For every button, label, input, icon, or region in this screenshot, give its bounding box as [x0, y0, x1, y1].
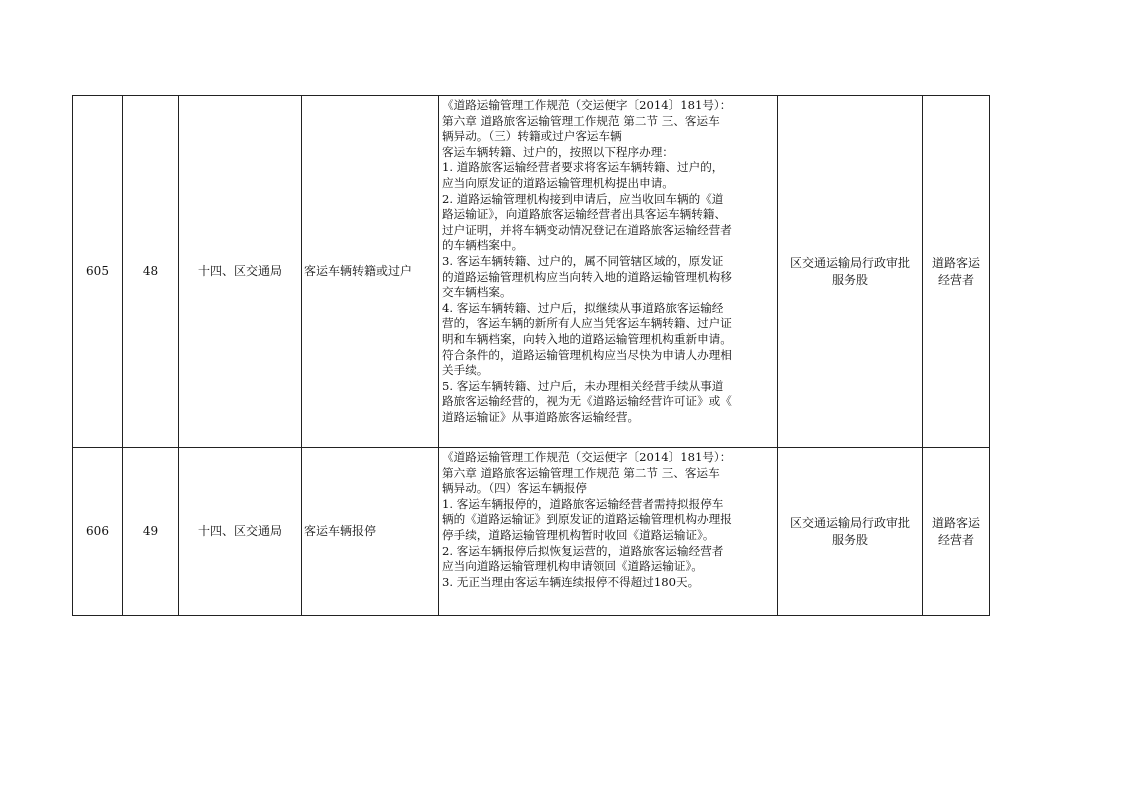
basis-line: 路旅客运输经营的，视为无《道路运输经营许可证》或《 [442, 394, 732, 409]
subject-line: 道路客运 [931, 255, 980, 270]
basis-line: 3. 客运车辆转籍、过户的，属不同管辖区域的，原发证 [442, 253, 724, 268]
department-cell [778, 448, 923, 616]
basis-line: 明和车辆档案，向转入地的道路运输管理机构重新申请。 [442, 331, 732, 346]
legal-basis-cell [439, 96, 778, 448]
category-cell: 十四、区交通局 [179, 96, 302, 448]
basis-line: 《道路运输管理工作规范（交运便字〔2014〕181号）： [442, 98, 732, 112]
item-name-cell: 客运车辆转籍或过户 [302, 96, 439, 448]
basis-line: 客运车辆转籍、过户的，按照以下程序办理： [442, 144, 674, 159]
basis-line: 应当向道路运输管理机构申请领回《道路运输证》。 [442, 559, 703, 574]
basis-line: 交车辆档案。 [442, 285, 512, 300]
sub-number-cell: 49 [123, 448, 179, 616]
department-line: 区交通运输局行政审批 [789, 255, 910, 270]
basis-line: 停手续，道路运输管理机构暂时收回《道路运输证》。 [442, 527, 715, 542]
basis-line: 4. 客运车辆转籍、过户后，拟继续从事道路旅客运输经 [442, 300, 724, 315]
basis-line: 的道路运输管理机构应当向转入地的道路运输管理机构移 [442, 269, 732, 284]
row-number-cell: 606 [73, 448, 123, 616]
subject-line: 经营者 [937, 532, 974, 547]
basis-line: 2. 道路运输管理机构接到申请后，应当收回车辆的《道 [442, 191, 724, 206]
basis-line: 符合条件的，道路运输管理机构应当尽快为申请人办理相 [442, 347, 732, 362]
basis-line: 营的，客运车辆的新所有人应当凭客运车辆转籍、过户证 [442, 316, 732, 331]
basis-line: 5. 客运车辆转籍、过户后，未办理相关经营手续从事道 [442, 378, 724, 393]
item-name-cell: 客运车辆报停 [302, 448, 439, 616]
department-cell [778, 96, 923, 448]
subject-cell [923, 96, 990, 448]
basis-line: 第六章 道路旅客运输管理工作规范 第二节 三、客运车 [442, 113, 720, 128]
sub-number-cell: 48 [123, 96, 179, 448]
basis-line: 辆异动。（四）客运车辆报停 [442, 481, 587, 496]
basis-line: 过户证明，并将车辆变动情况登记在道路旅客运输经营者 [442, 222, 732, 237]
permit-table [72, 95, 990, 616]
department-line: 区交通运输局行政审批 [789, 515, 910, 530]
subject-line: 道路客运 [931, 515, 980, 530]
basis-line: 关手续。 [442, 363, 489, 378]
basis-line: 的车辆档案中。 [442, 238, 524, 253]
basis-line: 辆的《道路运输证》到原发证的道路运输管理机构办理报 [442, 512, 732, 527]
basis-line: 1. 客运车辆报停的，道路旅客运输经营者需持拟报停车 [442, 496, 724, 511]
legal-basis-cell [439, 448, 778, 616]
basis-line: 2. 客运车辆报停后拟恢复运营的，道路旅客运输经营者 [442, 543, 724, 558]
subject-line: 经营者 [937, 272, 974, 287]
table-row [73, 448, 990, 616]
basis-line: 辆异动。（三）转籍或过户客运车辆 [442, 129, 622, 144]
basis-line: 路运输证》，向道路旅客运输经营者出具客运车辆转籍、 [442, 207, 727, 222]
row-number-cell: 605 [73, 96, 123, 448]
basis-line: 第六章 道路旅客运输管理工作规范 第二节 三、客运车 [442, 465, 720, 480]
basis-line: 道路运输证》从事道路旅客运输经营。 [442, 409, 640, 424]
basis-line: 3. 无正当理由客运车辆连续报停不得超过180天。 [442, 574, 700, 589]
department-line: 服务股 [831, 532, 868, 547]
category-cell: 十四、区交通局 [179, 448, 302, 616]
subject-cell [923, 448, 990, 616]
basis-line: 应当向原发证的道路运输管理机构提出申请。 [442, 175, 674, 190]
table-row [73, 96, 990, 448]
department-line: 服务股 [831, 272, 868, 287]
basis-line: 《道路运输管理工作规范（交运便字〔2014〕181号）： [442, 450, 732, 464]
basis-line: 1. 道路旅客运输经营者要求将客运车辆转籍、过户的， [442, 160, 724, 175]
